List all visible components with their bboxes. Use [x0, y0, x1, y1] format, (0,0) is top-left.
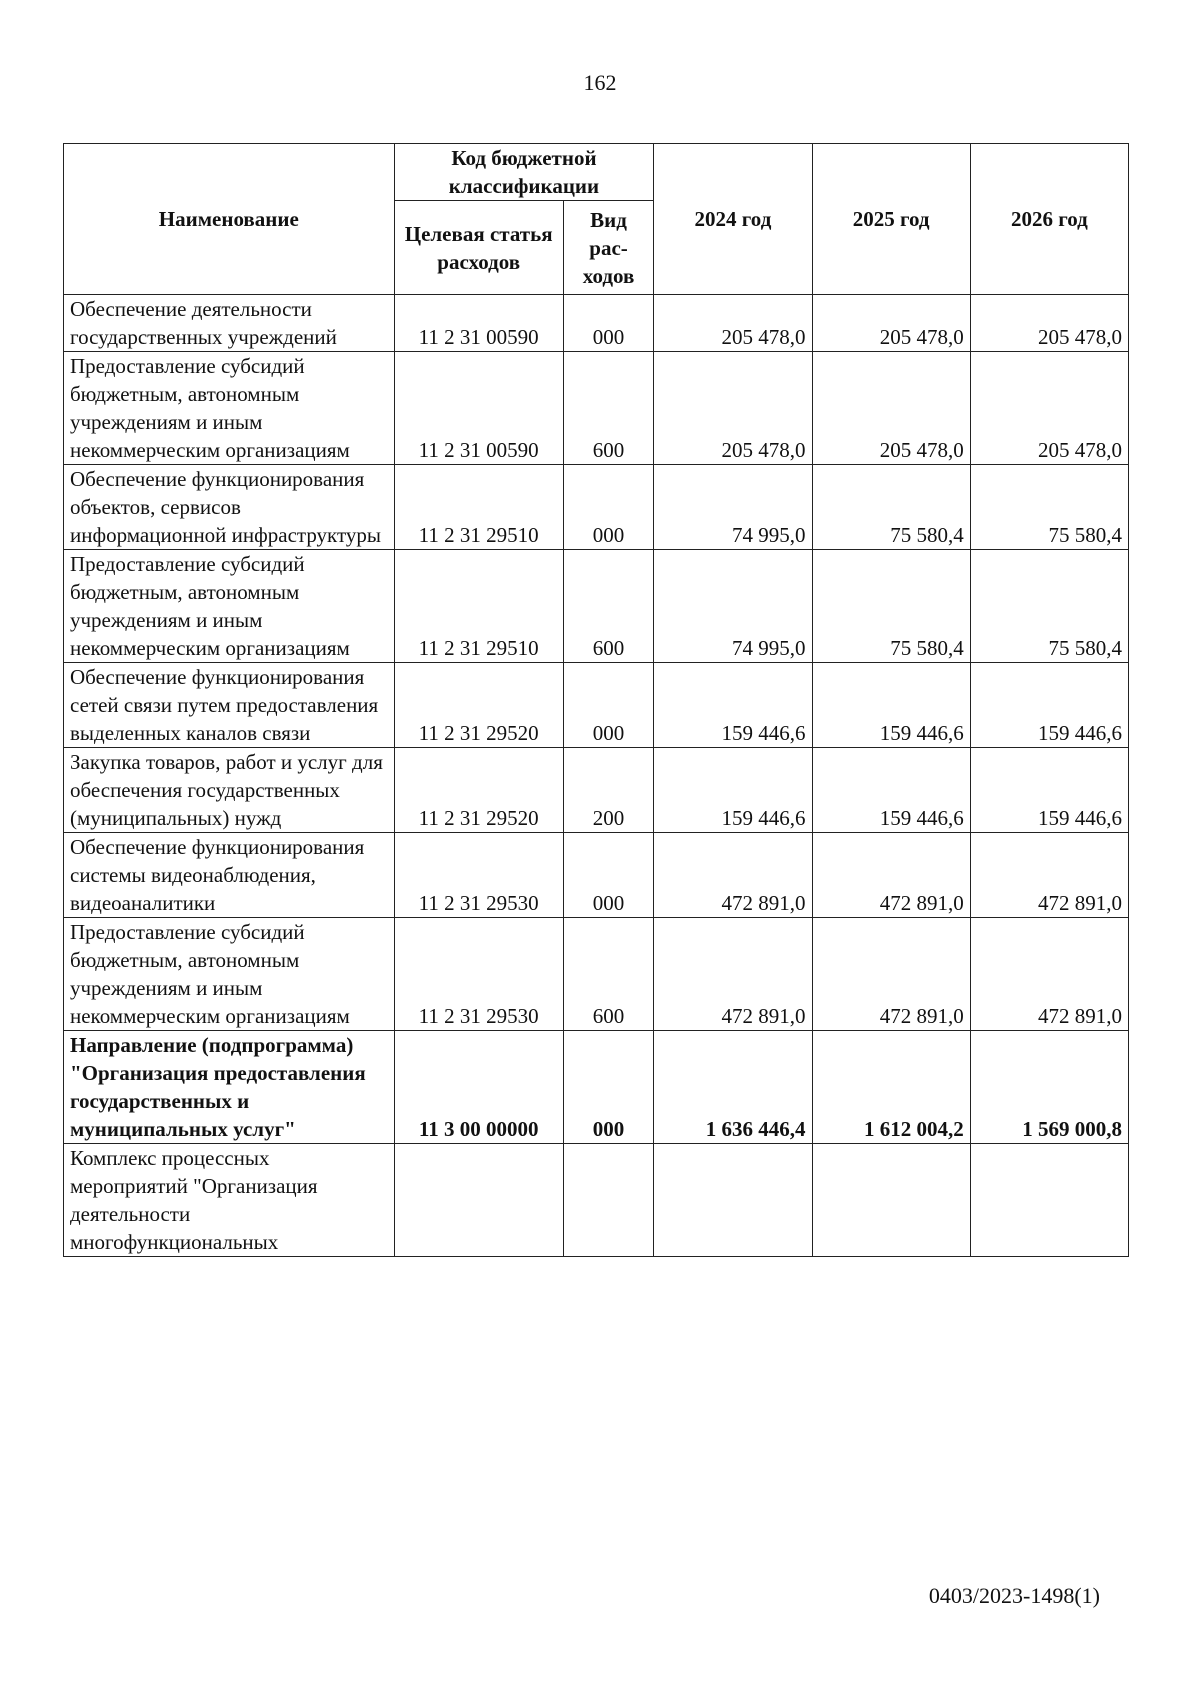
- header-code-group: Код бюджетной классификации: [394, 144, 654, 201]
- cell-2026: 75 580,4: [970, 465, 1128, 550]
- cell-2026: 205 478,0: [970, 295, 1128, 352]
- table-row: [64, 1144, 1129, 1257]
- table-row: [64, 918, 1129, 1031]
- cell-name: Предоставление субсидий бюджетным, автономным учреждениям и иным некоммерческим организациям: [64, 918, 395, 1031]
- cell-2026: 472 891,0: [970, 918, 1128, 1031]
- cell-2025: [812, 1144, 970, 1257]
- header-target-article: Целевая статья расходов: [394, 201, 563, 295]
- cell-2024: [654, 1144, 812, 1257]
- table-row: [64, 748, 1129, 833]
- cell-target-article: 11 2 31 29510: [394, 550, 563, 663]
- cell-name: Обеспечение функционирования системы видеонаблюдения, видеоаналитики: [64, 833, 395, 918]
- header-2024: 2024 год: [654, 144, 812, 295]
- cell-expense-kind: 600: [563, 918, 654, 1031]
- cell-target-article: 11 3 00 00000: [394, 1031, 563, 1144]
- header-2025: 2025 год: [812, 144, 970, 295]
- table-row: [64, 465, 1129, 550]
- cell-2024: 205 478,0: [654, 352, 812, 465]
- cell-target-article: 11 2 31 29520: [394, 663, 563, 748]
- cell-2025: 205 478,0: [812, 352, 970, 465]
- cell-name: Предоставление субсидий бюджетным, автономным учреждениям и иным некоммерческим организациям: [64, 550, 395, 663]
- cell-2025: 472 891,0: [812, 918, 970, 1031]
- table-row: [64, 833, 1129, 918]
- page-number: 162: [583, 70, 617, 95]
- cell-2025: 159 446,6: [812, 748, 970, 833]
- cell-expense-kind: 600: [563, 550, 654, 663]
- table-header-row: [64, 144, 1129, 201]
- cell-name: Направление (подпрограмма) "Организация предоставления государственных и муниципальных услуг": [64, 1031, 395, 1144]
- cell-2026: 205 478,0: [970, 352, 1128, 465]
- cell-expense-kind: 000: [563, 295, 654, 352]
- cell-target-article: 11 2 31 00590: [394, 352, 563, 465]
- cell-name: Комплекс процессных мероприятий "Организация деятельности многофункциональных: [64, 1144, 395, 1257]
- cell-target-article: 11 2 31 29510: [394, 465, 563, 550]
- table-row: [64, 663, 1129, 748]
- cell-target-article: 11 2 31 29530: [394, 918, 563, 1031]
- document-id: 0403/2023-1498(1): [928, 1583, 1100, 1608]
- table-row: [64, 1031, 1129, 1144]
- cell-2024: 472 891,0: [654, 918, 812, 1031]
- cell-expense-kind: 000: [563, 663, 654, 748]
- cell-2026: [970, 1144, 1128, 1257]
- cell-name: Обеспечение функционирования сетей связи путем предоставления выделенных каналов связи: [64, 663, 395, 748]
- cell-2025: 75 580,4: [812, 465, 970, 550]
- cell-2026: 159 446,6: [970, 663, 1128, 748]
- cell-name: Предоставление субсидий бюджетным, автономным учреждениям и иным некоммерческим организациям: [64, 352, 395, 465]
- cell-target-article: 11 2 31 00590: [394, 295, 563, 352]
- cell-2026: 75 580,4: [970, 550, 1128, 663]
- cell-expense-kind: 000: [563, 1031, 654, 1144]
- cell-2026: 159 446,6: [970, 748, 1128, 833]
- cell-expense-kind: [563, 1144, 654, 1257]
- cell-expense-kind: 200: [563, 748, 654, 833]
- cell-expense-kind: 000: [563, 833, 654, 918]
- cell-expense-kind: 600: [563, 352, 654, 465]
- cell-2024: 74 995,0: [654, 550, 812, 663]
- cell-target-article: 11 2 31 29520: [394, 748, 563, 833]
- cell-2025: 1 612 004,2: [812, 1031, 970, 1144]
- cell-name: Закупка товаров, работ и услуг для обеспечения государственных (муниципальных) нужд: [64, 748, 395, 833]
- cell-target-article: 11 2 31 29530: [394, 833, 563, 918]
- cell-2025: 472 891,0: [812, 833, 970, 918]
- cell-expense-kind: 000: [563, 465, 654, 550]
- cell-2024: 159 446,6: [654, 748, 812, 833]
- cell-2026: 1 569 000,8: [970, 1031, 1128, 1144]
- budget-table: [63, 143, 1129, 1257]
- header-name: Наименование: [64, 144, 395, 295]
- cell-2026: 472 891,0: [970, 833, 1128, 918]
- cell-2024: 1 636 446,4: [654, 1031, 812, 1144]
- header-2026: 2026 год: [970, 144, 1128, 295]
- cell-2025: 75 580,4: [812, 550, 970, 663]
- cell-2024: 74 995,0: [654, 465, 812, 550]
- table-row: [64, 550, 1129, 663]
- cell-name: Обеспечение деятельности государственных учреждений: [64, 295, 395, 352]
- cell-2024: 472 891,0: [654, 833, 812, 918]
- table-row: [64, 295, 1129, 352]
- cell-2024: 159 446,6: [654, 663, 812, 748]
- cell-name: Обеспечение функционирования объектов, сервисов информационной инфраструктуры: [64, 465, 395, 550]
- cell-2025: 205 478,0: [812, 295, 970, 352]
- table-body: [64, 295, 1129, 1257]
- cell-target-article: [394, 1144, 563, 1257]
- table-row: [64, 352, 1129, 465]
- header-expense-kind: Вид рас-ходов: [563, 201, 654, 295]
- cell-2024: 205 478,0: [654, 295, 812, 352]
- cell-2025: 159 446,6: [812, 663, 970, 748]
